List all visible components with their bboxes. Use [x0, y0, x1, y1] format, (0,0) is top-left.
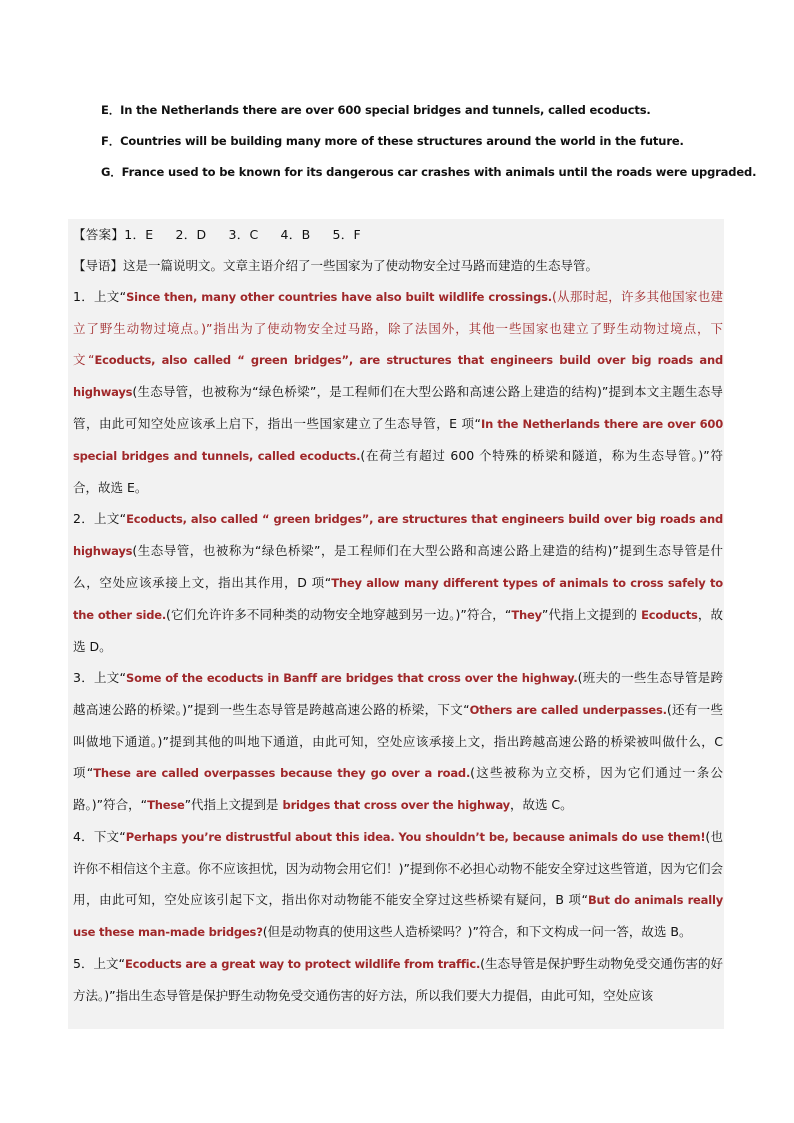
item-quote: Some of the ecoducts in Banff are bridges that cross over the highway.	[126, 671, 578, 685]
option-e	[101, 101, 741, 132]
answer-explanation-box	[68, 219, 724, 1029]
item-text: (从那时起，许多其他国家也建立了野生动物过境点。)”指出为了使动物安全过马路，除了法国外，其他一些国家也建立了野生动物过境点，下文“	[73, 289, 723, 367]
item-quote: Ecoducts	[641, 608, 698, 622]
explanation-item-1	[73, 281, 723, 503]
options-list	[101, 101, 757, 194]
item-number: 5．	[73, 956, 94, 971]
answer-label: 【答案】	[73, 227, 125, 242]
item-quote: Ecoducts, also called “ green bridges”, are structures that engineers build over big roads and highways	[73, 353, 724, 399]
item-quote: These	[147, 798, 185, 812]
item-text: (生态导管，也被称为“绿色桥梁”，是工程师们在大型公路和高速公路上建造的结构)”提到生态导管是什么，空处应该承接上文，指出其作用，D 项“	[73, 543, 723, 590]
option-text: France used to be known for its dangerous car crashes with animals until the roads were upgraded.	[121, 165, 757, 179]
option-letter: E．	[101, 103, 121, 117]
item-quote: In the Netherlands there are over 600 special bridges and tunnels, called ecoducts.	[73, 417, 723, 463]
guide-text: 这是一篇说明文。文章主语介绍了一些国家为了使动物安全过马路而建造的生态导管。	[123, 258, 599, 273]
item-quote: But do animals really use these man-made bridges?	[73, 893, 723, 939]
explanation-item-4	[73, 821, 723, 948]
answer-key: 1．E	[124, 227, 154, 242]
option-f	[101, 132, 741, 163]
item-quote: These are called overpasses because they go over a road.	[93, 766, 471, 780]
item-quote: Perhaps you’re distrustful about this idea. You shouldn’t be, because animals do use them!	[125, 830, 706, 844]
item-text: (它们允许许多不同种类的动物安全地穿越到另一边。)”符合，“	[166, 607, 512, 622]
item-number: 3．	[73, 670, 94, 685]
guide-line	[73, 250, 723, 281]
item-number: 2．	[73, 511, 95, 526]
answer-key: 5．F	[332, 227, 362, 242]
item-text: 上文“	[93, 956, 126, 971]
item-quote: bridges that cross over the highway	[282, 798, 510, 812]
item-text: 上文“	[94, 511, 127, 526]
item-text: ”代指上文提到的	[541, 607, 642, 622]
answer-line	[73, 219, 723, 250]
item-number: 1．	[73, 289, 95, 304]
explanation-item-2	[73, 503, 723, 662]
option-text: Countries will be building many more of these structures around the world in the future.	[120, 134, 684, 148]
answer-key: 3．C	[228, 227, 259, 242]
explanation-item-5	[73, 948, 723, 1011]
item-quote: Since then, many other countries have also built wildlife crossings.	[126, 290, 552, 304]
item-text: 上文“	[94, 670, 127, 685]
answer-key: 4．B	[280, 227, 311, 242]
item-quote: Ecoducts, also called “ green bridges”, are structures that engineers build over big roads and highways	[73, 512, 724, 558]
item-text: ”代指上文提到是	[184, 797, 283, 812]
item-quote: They allow many different types of animals to cross safely to the other side.	[73, 576, 724, 622]
item-text: 下文“	[93, 829, 126, 844]
item-text: (但是动物真的使用这些人造桥梁吗？)”符合，和下文构成一问一答，故选 B。	[262, 924, 692, 939]
explanation-item-3	[73, 662, 723, 821]
item-text: ，故选 C。	[509, 797, 573, 812]
option-letter: G．	[101, 165, 122, 179]
item-text: (生态导管是保护野生动物免受交通伤害的好方法。)”指出生态导管是保护野生动物免受交通伤害的好方法，所以我们要大力提倡，由此可知，空处应该	[73, 956, 723, 1003]
item-text: ，故选 D。	[73, 607, 723, 654]
option-g	[101, 163, 757, 194]
item-number: 4．	[73, 829, 94, 844]
item-text: (还有一些叫做地下通道。)”提到其他的叫地下通道，由此可知，空处应该承接上文，指出跨越高速公路的桥梁被叫做什么，C 项“	[73, 702, 723, 780]
item-text: (生态导管，也被称为“绿色桥梁”，是工程师们在大型公路和高速公路上建造的结构)”提到本文主题生态导管，由此可知空处应该承上启下，指出一些国家建立了生态导管，E 项“	[73, 384, 723, 431]
answer-key: 2．D	[175, 227, 207, 242]
item-quote: Others are called underpasses.	[469, 703, 667, 717]
guide-label: 【导语】	[73, 258, 124, 273]
option-text: In the Netherlands there are over 600 special bridges and tunnels, called ecoducts.	[120, 103, 651, 117]
option-letter: F．	[101, 134, 121, 148]
item-quote: Ecoducts are a great way to protect wildlife from traffic.	[125, 957, 481, 971]
item-text: (这些被称为立交桥，因为它们通过一条公路。)”符合，“	[73, 765, 723, 812]
item-text: (班夫的一些生态导管是跨越高速公路的桥梁。)”提到一些生态导管是跨越高速公路的桥梁，下文“	[73, 670, 723, 717]
item-quote: They	[511, 608, 542, 622]
item-text: (也许你不相信这个主意。你不应该担忧，因为动物会用它们！)”提到你不必担心动物不能安全穿过这些管道，因为它们会用，由此可知，空处应该引起下文，指出你对动物能不能安全穿过这些桥梁有疑问，B 项“	[73, 829, 723, 907]
item-text: 上文“	[94, 289, 127, 304]
item-text: (在荷兰有超过 600 个特殊的桥梁和隧道，称为生态导管。)”符合，故选 E。	[73, 448, 723, 495]
